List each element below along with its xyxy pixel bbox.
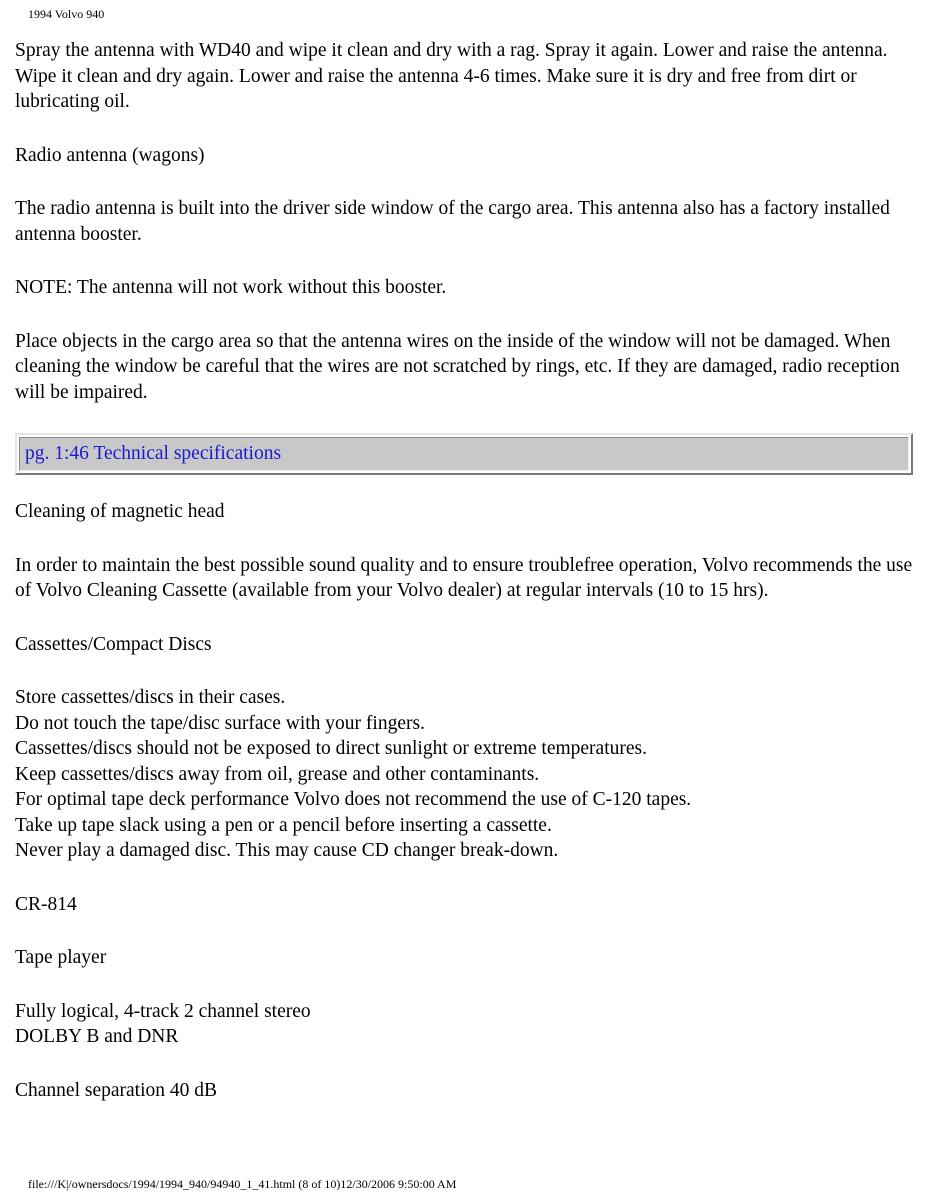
- care-list-item: Store cassettes/discs in their cases.: [15, 687, 286, 708]
- tape-player-heading: Tape player: [15, 947, 107, 968]
- tape-player-specs: [15, 999, 915, 1050]
- cassettes-discs-heading: Cassettes/Compact Discs: [15, 633, 212, 655]
- care-list-item: Cassettes/discs should not be exposed to direct sunlight or extreme temperatures.: [15, 738, 647, 759]
- cleaning-magnetic-head-heading: Cleaning of magnetic head: [15, 501, 225, 522]
- care-instructions-list: [15, 685, 915, 864]
- tape-spec-line: DOLBY B and DNR: [15, 1026, 179, 1047]
- tape-spec-line: Fully logical, 4-track 2 channel stereo: [15, 1000, 311, 1022]
- channel-separation-spec: Channel separation 40 dB: [15, 1079, 217, 1101]
- care-list-item: Keep cassettes/discs away from oil, grease and other contaminants.: [15, 763, 540, 785]
- section-header-inner: [19, 437, 909, 471]
- radio-antenna-wagons-heading: Radio antenna (wagons): [15, 144, 205, 166]
- cleaning-cassette-paragraph: In order to maintain the best possible sound quality and to ensure troublefree operation, Volvo recommends the use of Volvo Cleaning Cassette (available from your Volvo dealer) at regular intervals (10 to 15 hrs).: [15, 554, 913, 601]
- page-footer-path: file:///K|/ownersdocs/1994/1994_940/94940_1_41.html (8 of 10)12/30/2006 9:50:00 AM: [28, 1177, 457, 1191]
- page-header-title: 1994 Volvo 940: [28, 7, 105, 21]
- care-list-item: Do not touch the tape/disc surface with your fingers.: [15, 712, 425, 734]
- care-list-item: Take up tape slack using a pen or a pencil before inserting a cassette.: [15, 814, 552, 836]
- care-list-item: For optimal tape deck performance Volvo does not recommend the use of C-120 tapes.: [15, 789, 692, 810]
- antenna-window-paragraph: The radio antenna is built into the driver side window of the cargo area. This antenna also has a factory installed antenna booster.: [15, 198, 890, 245]
- care-list-item: Never play a damaged disc. This may cause CD changer break-down.: [15, 840, 559, 861]
- section-header-bar: [15, 433, 913, 475]
- technical-specifications-link[interactable]: pg. 1:46 Technical specifications: [25, 443, 282, 464]
- document-body: [15, 38, 915, 1131]
- cargo-area-paragraph: Place objects in the cargo area so that the antenna wires on the inside of the window will not be damaged. When cleaning the window be careful that the wires are not scratched by rings, etc. If they are damaged, radio reception will be impaired.: [15, 330, 900, 403]
- model-heading: CR-814: [15, 893, 77, 915]
- antenna-booster-note: NOTE: The antenna will not work without this booster.: [15, 277, 447, 298]
- antenna-cleaning-paragraph: Spray the antenna with WD40 and wipe it clean and dry with a rag. Spray it again. Lower and raise the antenna. Wipe it clean and dry again. Lower and raise the antenna 4-6 times. Make sure it is dry and free from dirt or lubricating oil.: [15, 40, 888, 112]
